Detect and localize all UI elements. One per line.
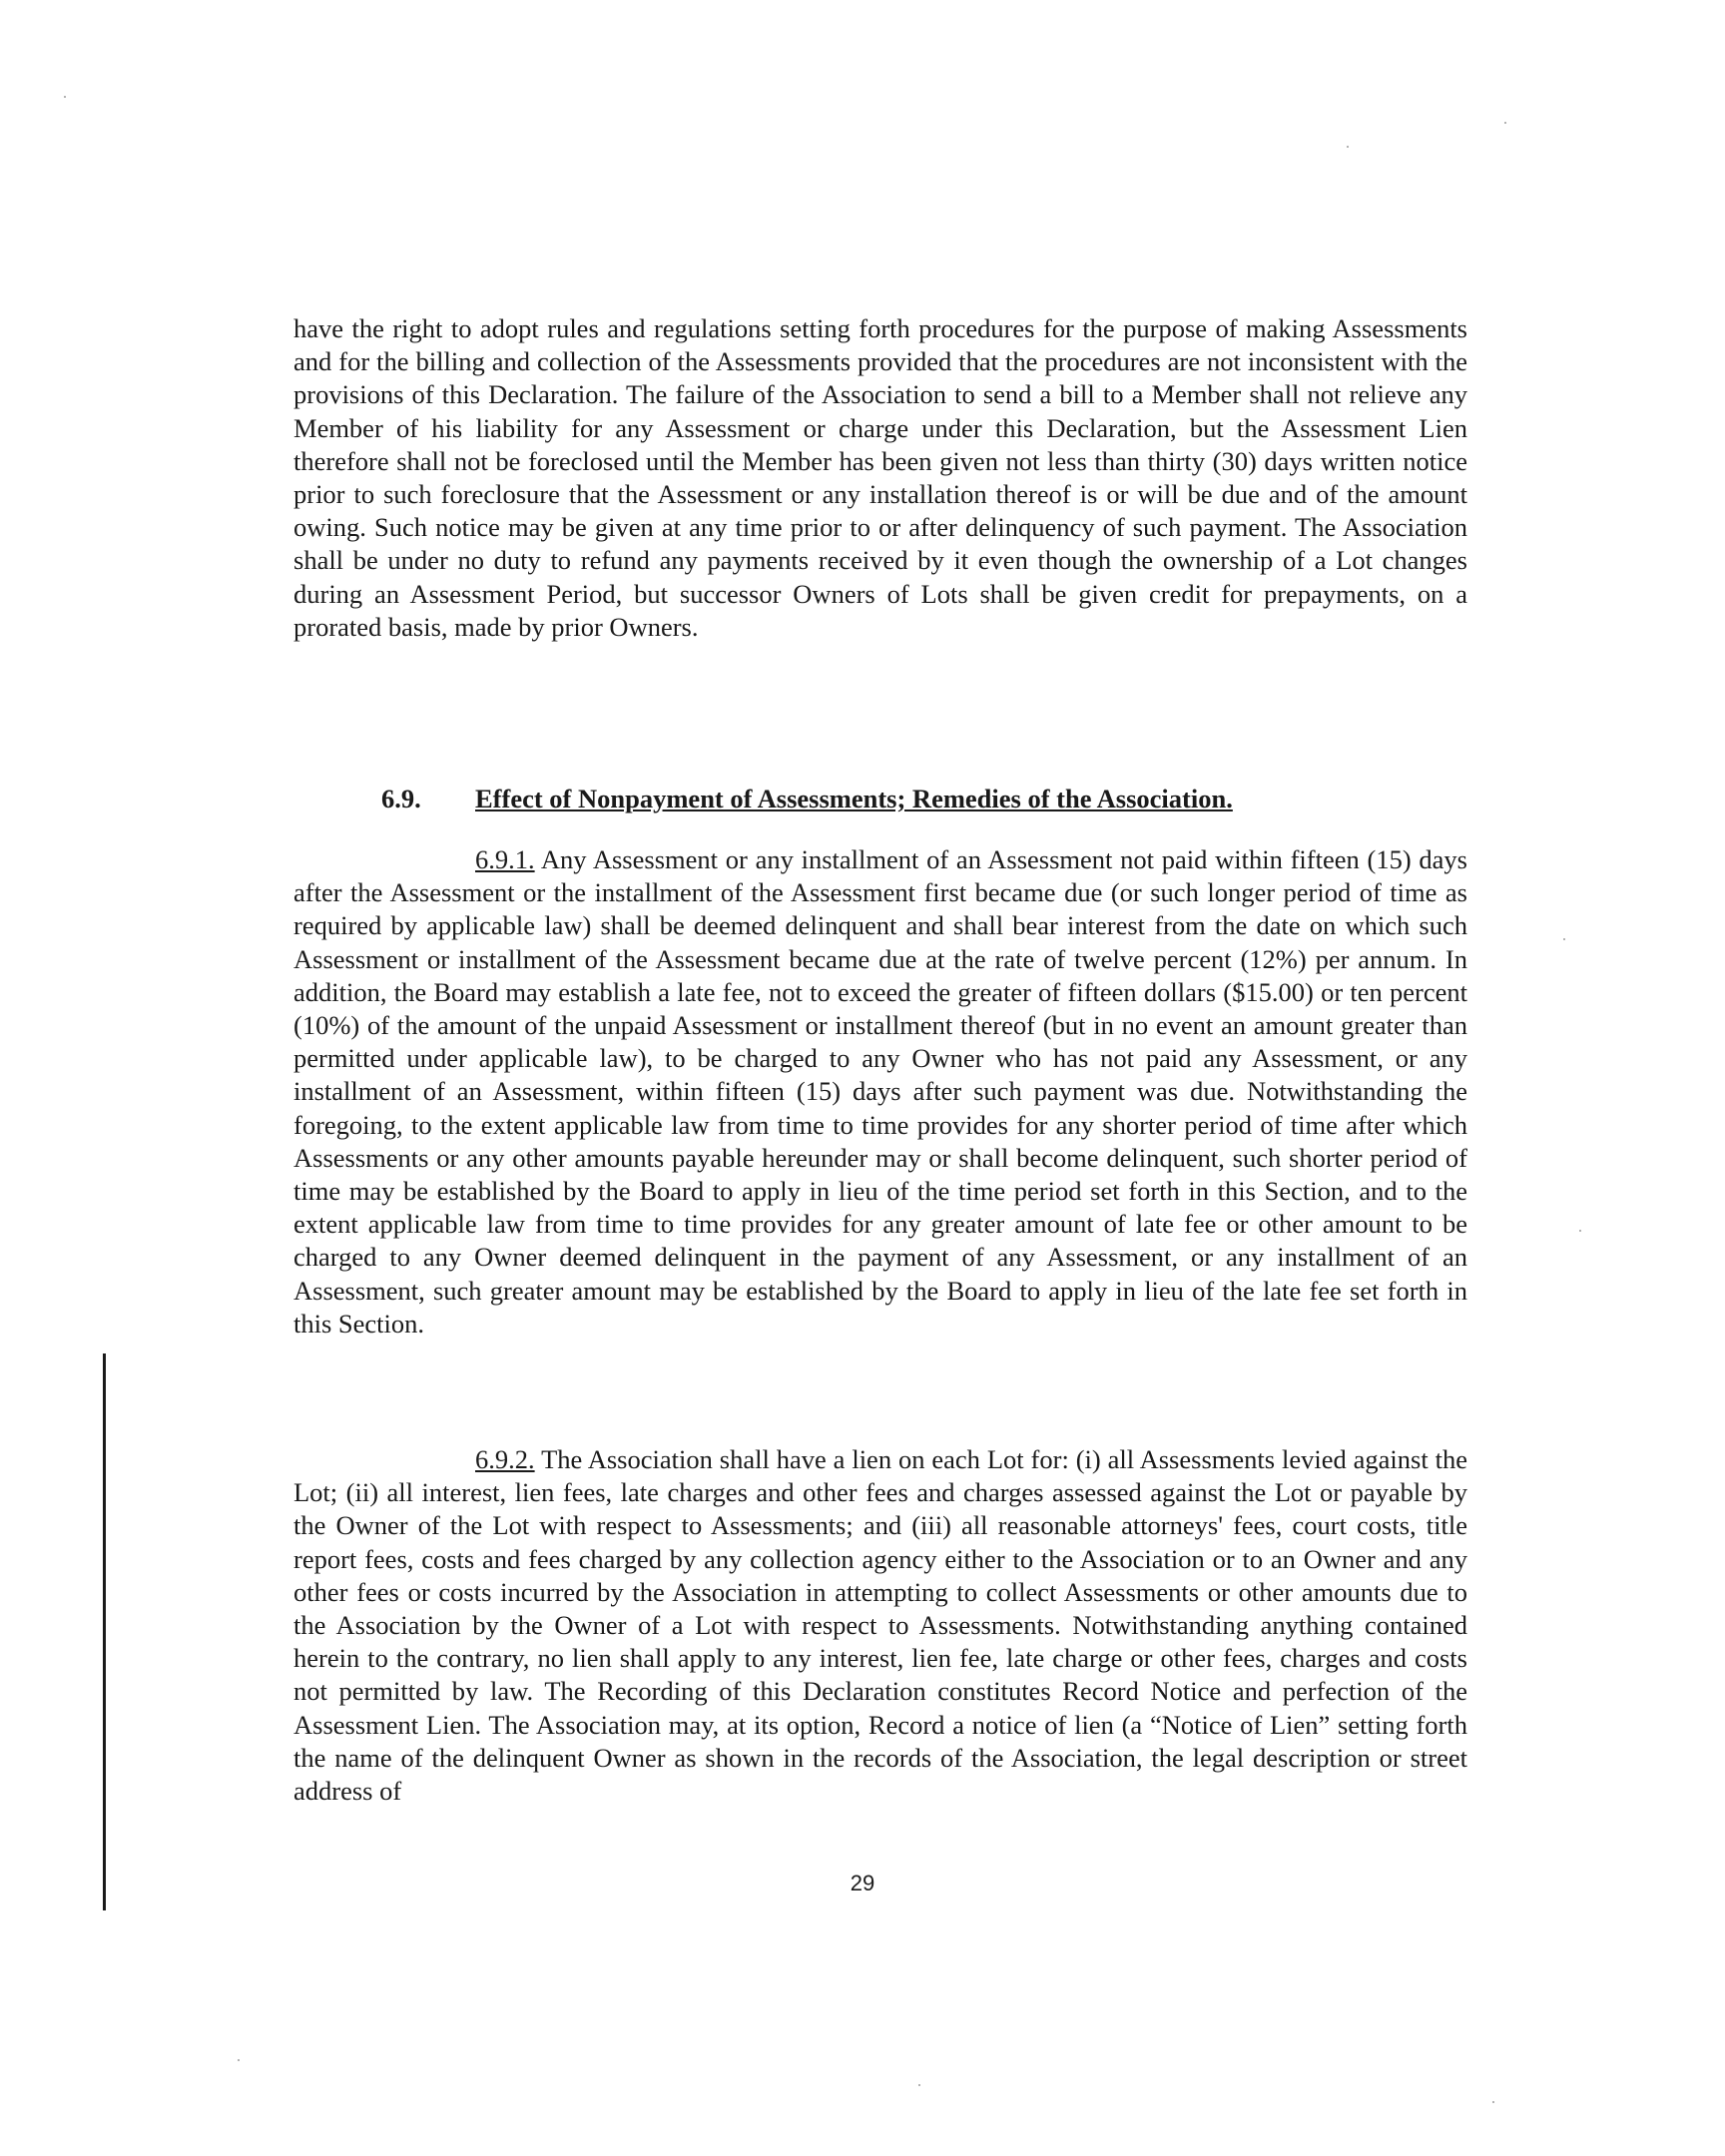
scan-speck	[1492, 2101, 1494, 2103]
scan-speck	[64, 96, 66, 98]
section-heading	[381, 784, 1233, 814]
revision-margin-bar	[103, 1353, 106, 1910]
subsection-text: The Association shall have a lien on each Lot for: (i) all Assessments levied against the Lot; (ii) all interest, lien fees, late charges and other fees and charges assessed against the Lot or payable by the Owner of the Lot with respect to Assessments; and (iii) all reasonable attorneys' fees, court costs, title report fees, costs and fees charged by any collection agency either to the Association or to an Owner and any other fees or costs incurred by the Association in attempting to collect Assessments or other amounts due to the Association by the Owner of a Lot with respect to Assessments. Notwithstanding anything contained herein to the contrary, no lien shall apply to any interest, lien fee, late charge or other fees, charges and costs not permitted by law. The Recording of this Declaration constitutes Record Notice and perfection of the Assessment Lien. The Association may, at its option, Record a notice of lien (a “Notice of Lien” setting forth the name of the delinquent Owner as shown in the records of the Association, the legal description or street address of	[293, 1444, 1467, 1807]
section-title: Effect of Nonpayment of Assessments; Remedies of the Association.	[475, 784, 1233, 813]
page-number: 29	[850, 1871, 875, 1895]
scan-speck	[238, 2059, 240, 2061]
section-number: 6.9.	[381, 784, 421, 813]
subsection-6-9-1	[293, 843, 1467, 1341]
subsection-number: 6.9.2.	[475, 1444, 535, 1474]
scan-speck	[918, 2084, 920, 2086]
scan-speck	[1504, 122, 1506, 124]
subsection-6-9-2	[293, 1443, 1467, 1808]
subsection-number: 6.9.1.	[475, 844, 535, 874]
intro-paragraph: have the right to adopt rules and regulations setting forth procedures for the purpose of making Assessments and for the billing and collection of the Assessments provided that the procedures are not inconsistent with the provisions of this Declaration. The failure of the Association to send a bill to a Member shall not relieve any Member of his liability for any Assessment or charge under this Declaration, but the Assessment Lien therefore shall not be foreclosed until the Member has been given not less than thirty (30) days written notice prior to such foreclosure that the Assessment or any installation thereof is or will be due and of the amount owing. Such notice may be given at any time prior to or after delinquency of such payment. The Association shall be under no duty to refund any payments received by it even though the ownership of a Lot changes during an Assessment Period, but successor Owners of Lots shall be given credit for prepayments, on a prorated basis, made by prior Owners.	[293, 313, 1467, 642]
subsection-text: Any Assessment or any installment of an Assessment not paid within fifteen (15) days after the Assessment or the installment of the Assessment first became due (or such longer period of time as required by applicable law) shall be deemed delinquent and shall bear interest from the date on which such Assessment or installment of the Assessment became due at the rate of twelve percent (12%) per annum. In addition, the Board may establish a late fee, not to exceed the greater of fifteen dollars ($15.00) or ten percent (10%) of the amount of the unpaid Assessment or installment thereof (but in no event an amount greater than permitted under applicable law), to be charged to any Owner who has not paid any Assessment, or any installment of an Assessment, within fifteen (15) days after such payment was due. Notwithstanding the foregoing, to the extent applicable law from time to time provides for any shorter period of time after which Assessments or any other amounts payable hereunder may or shall become delinquent, such shorter period of time may be established by the Board to apply in lieu of the time period set forth in this Section, and to the extent applicable law from time to time provides for any greater amount of late fee or other amount to be charged to any Owner deemed delinquent in the payment of any Assessment, or any installment of an Assessment, such greater amount may be established by the Board to apply in lieu of the late fee set forth in this Section.	[293, 844, 1467, 1339]
scan-speck	[1347, 146, 1349, 148]
scan-speck	[1563, 938, 1565, 940]
scan-speck	[1579, 1230, 1581, 1232]
